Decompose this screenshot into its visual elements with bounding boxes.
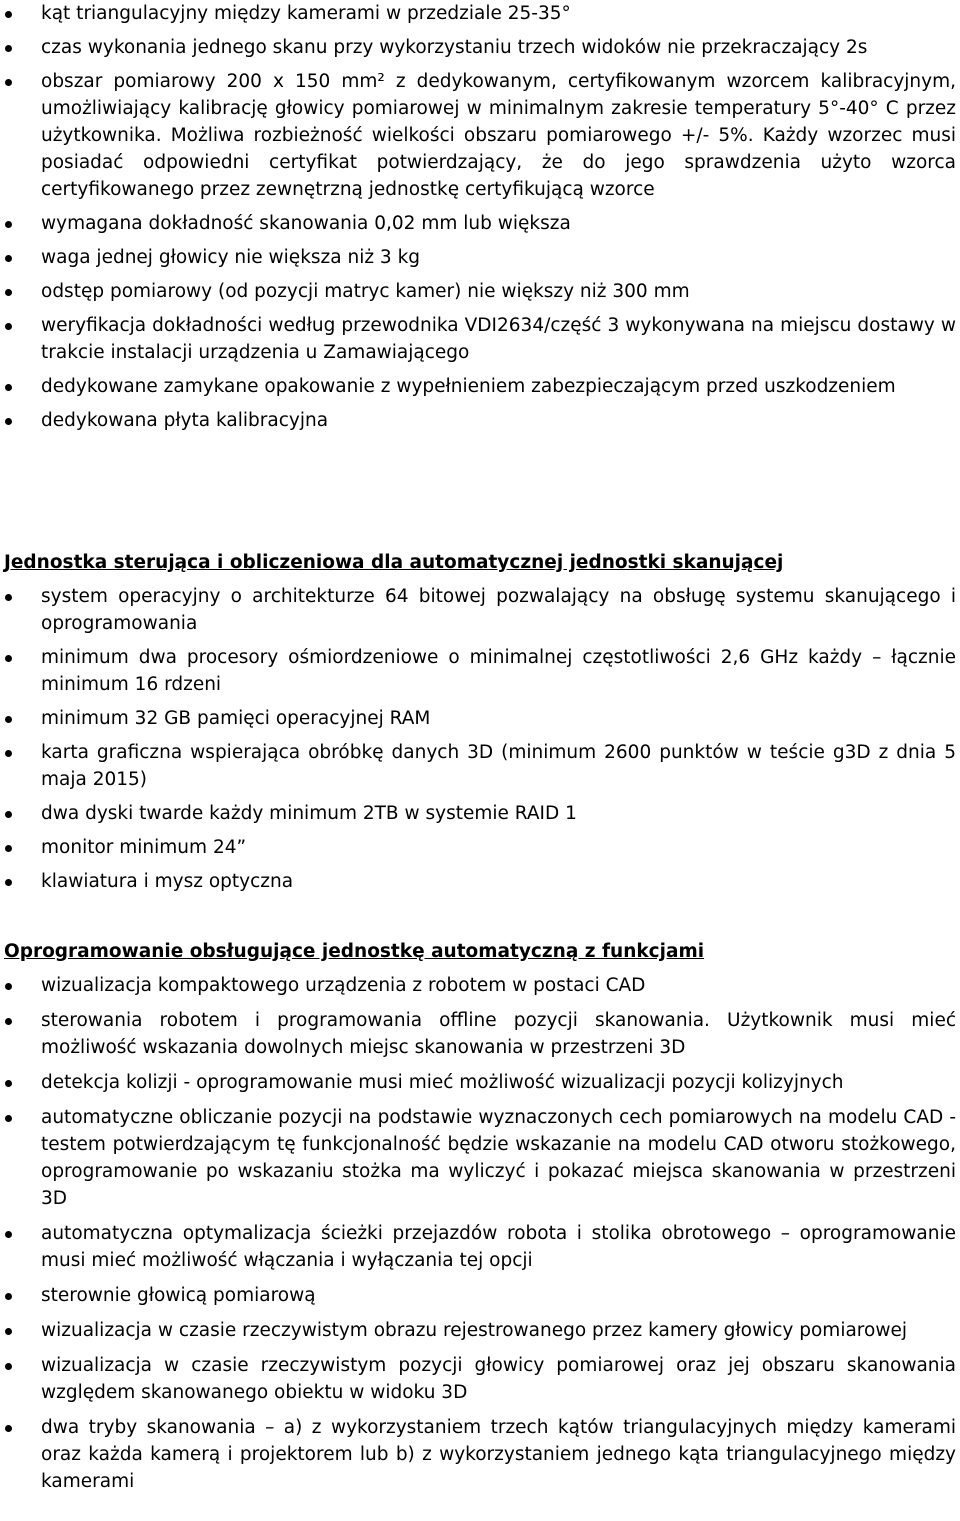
list-item: wizualizacja w czasie rzeczywistym pozycji głowicy pomiarowej oraz jej obszaru skanowania względem skanowanego obiektu w widoku 3D xyxy=(0,1352,960,1406)
list-item: automatyczne obliczanie pozycji na podstawie wyznaczonych cech pomiarowych na modelu CAD - testem potwierdzającym tę funkcjonalność będzie wskazanie na modelu CAD otworu stożkowego, oprogramowanie po wskazaniu stożka ma wyliczyć i pokazać miejsca skanowania w przestrzeni 3D xyxy=(0,1104,960,1212)
list-item: waga jednej głowicy nie większa niż 3 kg xyxy=(0,244,960,271)
specification-list xyxy=(0,0,960,441)
list-item: dedykowane zamykane opakowanie z wypełnieniem zabezpieczającym przed uszkodzeniem xyxy=(0,373,960,400)
list-item: dwa dyski twarde każdy minimum 2TB w systemie RAID 1 xyxy=(0,800,960,827)
list-item: sterownie głowicą pomiarową xyxy=(0,1282,960,1309)
list-item: wymagana dokładność skanowania 0,02 mm lub większa xyxy=(0,210,960,237)
list-item: odstęp pomiarowy (od pozycji matryc kamer) nie większy niż 300 mm xyxy=(0,278,960,305)
list-item: wizualizacja w czasie rzeczywistym obrazu rejestrowanego przez kamery głowicy pomiarowej xyxy=(0,1317,960,1344)
list-item: kąt triangulacyjny między kamerami w przedziale 25-35° xyxy=(0,0,960,27)
list-item: klawiatura i mysz optyczna xyxy=(0,868,960,895)
list-item: wizualizacja kompaktowego urządzenia z robotem w postaci CAD xyxy=(0,972,960,999)
software-list xyxy=(0,972,960,1503)
list-item: dedykowana płyta kalibracyjna xyxy=(0,407,960,434)
list-item: czas wykonania jednego skanu przy wykorzystaniu trzech widoków nie przekraczający 2s xyxy=(0,34,960,61)
list-item: obszar pomiarowy 200 x 150 mm² z dedykowanym, certyfikowanym wzorcem kalibracyjnym, umożliwiający kalibrację głowicy pomiarowej w minimalnym zakresie temperatury 5°-40° C przez użytkownika. Możliwa rozbieżność wielkości obszaru pomiarowego +/- 5%. Każdy wzorzec musi posiadać odpowiedni certyfikat potwierdzający, że do jego sprawdzenia użyto wzorca certyfikowanego przez zewnętrzną jednostkę certyfikującą wzorce xyxy=(0,68,960,203)
list-item: minimum dwa procesory ośmiordzeniowe o minimalnej częstotliwości 2,6 GHz każdy – łącznie minimum 16 rdzeni xyxy=(0,644,960,698)
list-item: automatyczna optymalizacja ścieżki przejazdów robota i stolika obrotowego – oprogramowanie musi mieć możliwość włączania i wyłączania tej opcji xyxy=(0,1220,960,1274)
list-item: sterowania robotem i programowania offline pozycji skanowania. Użytkownik musi mieć możliwość wskazania dowolnych miejsc skanowania w przestrzeni 3D xyxy=(0,1007,960,1061)
list-item: dwa tryby skanowania – a) z wykorzystaniem trzech kątów triangulacyjnych między kamerami oraz każda kamerą i projektorem lub b) z wykorzystaniem jednego kąta triangulacyjnego między kamerami xyxy=(0,1414,960,1495)
list-item: detekcja kolizji - oprogramowanie musi mieć możliwość wizualizacji pozycji kolizyjnych xyxy=(0,1069,960,1096)
list-item: weryfikacja dokładności według przewodnika VDI2634/część 3 wykonywana na miejscu dostawy w trakcie instalacji urządzenia u Zamawiającego xyxy=(0,312,960,366)
control-unit-list xyxy=(0,583,960,902)
section-heading-control-unit: Jednostka sterująca i obliczeniowa dla automatycznej jednostki skanującej xyxy=(4,552,784,573)
list-item: karta graficzna wspierająca obróbkę danych 3D (minimum 2600 punktów w teście g3D z dnia 5 maja 2015) xyxy=(0,739,960,793)
list-item: monitor minimum 24” xyxy=(0,834,960,861)
list-item: minimum 32 GB pamięci operacyjnej RAM xyxy=(0,705,960,732)
list-item: system operacyjny o architekturze 64 bitowej pozwalający na obsługę systemu skanującego i oprogramowania xyxy=(0,583,960,637)
section-heading-software: Oprogramowanie obsługujące jednostkę automatyczną z funkcjami xyxy=(4,941,705,962)
